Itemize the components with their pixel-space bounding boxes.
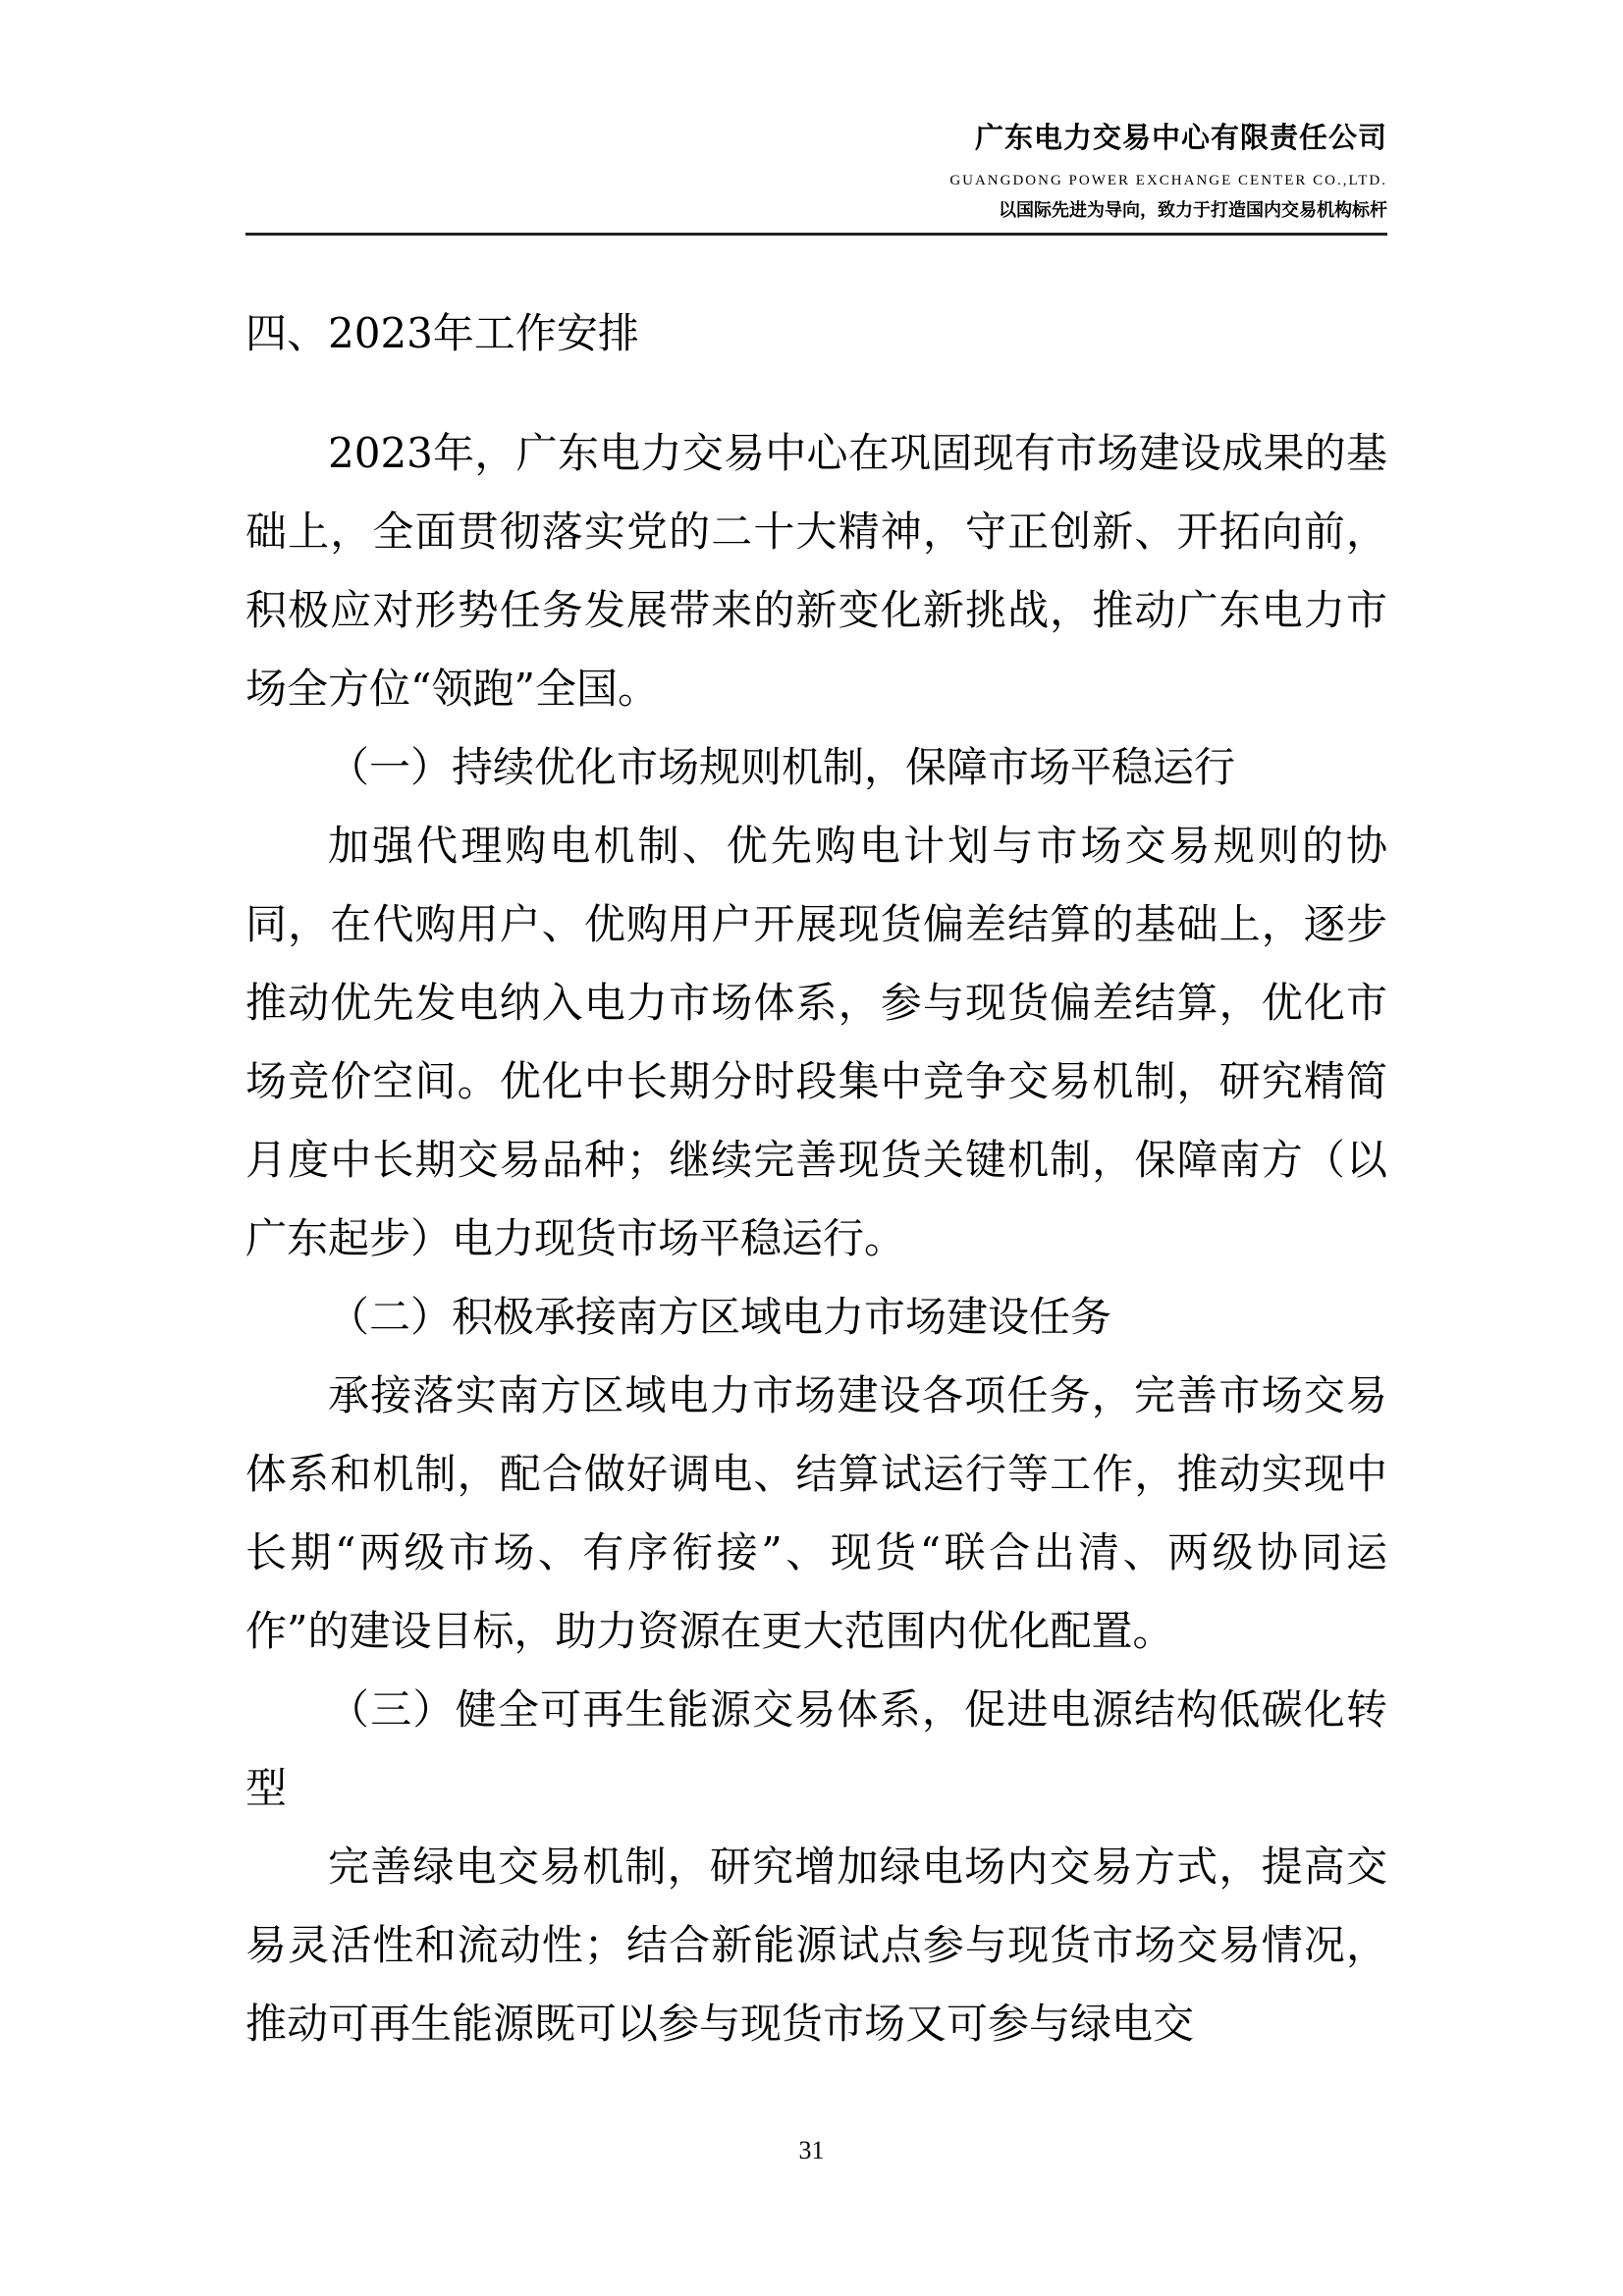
document-body: [245, 294, 1387, 2063]
subheading-2: （二）积极承接南方区域电力市场建设任务: [328, 1293, 1112, 1341]
page-header: [949, 118, 1387, 224]
subheading-3: （三）健全可再生能源交易体系，促进电源结构低碳化转型: [245, 1685, 1387, 1812]
company-name-cn: 广东电力交易中心有限责任公司: [974, 121, 1387, 154]
paragraph-2: 承接落实南方区域电力市场建设各项任务，完善市场交易体系和机制，配合做好调电、结算试运行等工作，推动实现中长期“两级市场、有序衔接”、现货“联合出清、两级协同运作”的建设目标，助力资源在更大范围内优化配置。: [245, 1371, 1387, 1655]
section-title: 四、2023年工作安排: [245, 309, 639, 357]
header-divider: [245, 233, 1387, 236]
company-name-en: GUANGDONG POWER EXCHANGE CENTER CO.,LTD.: [949, 173, 1387, 188]
paragraph-intro: 2023年，广东电力交易中心在巩固现有市场建设成果的基础上，全面贯彻落实党的二十大精神，守正创新、开拓向前，积极应对形势任务发展带来的新变化新挑战，推动广东电力市场全方位“领跑”全国。: [245, 429, 1387, 713]
company-slogan: 以国际先进为导向，致力于打造国内交易机构标杆: [999, 200, 1387, 221]
paragraph-1: 加强代理购电机制、优先购电计划与市场交易规则的协同，在代购用户、优购用户开展现货偏差结算的基础上，逐步推动优先发电纳入电力市场体系，参与现货偏差结算，优化市场竞价空间。优化中长期分时段集中竞争交易机制，研究精简月度中长期交易品种；继续完善现货关键机制，保障南方（以广东起步）电力现货市场平稳运行。: [245, 822, 1387, 1262]
paragraph-3: 完善绿电交易机制，研究增加绿电场内交易方式，提高交易灵活性和流动性；结合新能源试点参与现货市场交易情况，推动可再生能源既可以参与现货市场又可参与绿电交: [245, 1842, 1387, 2048]
page-number: 31: [798, 2136, 825, 2164]
subheading-1: （一）持续优化市场规则机制，保障市场平稳运行: [328, 743, 1236, 791]
